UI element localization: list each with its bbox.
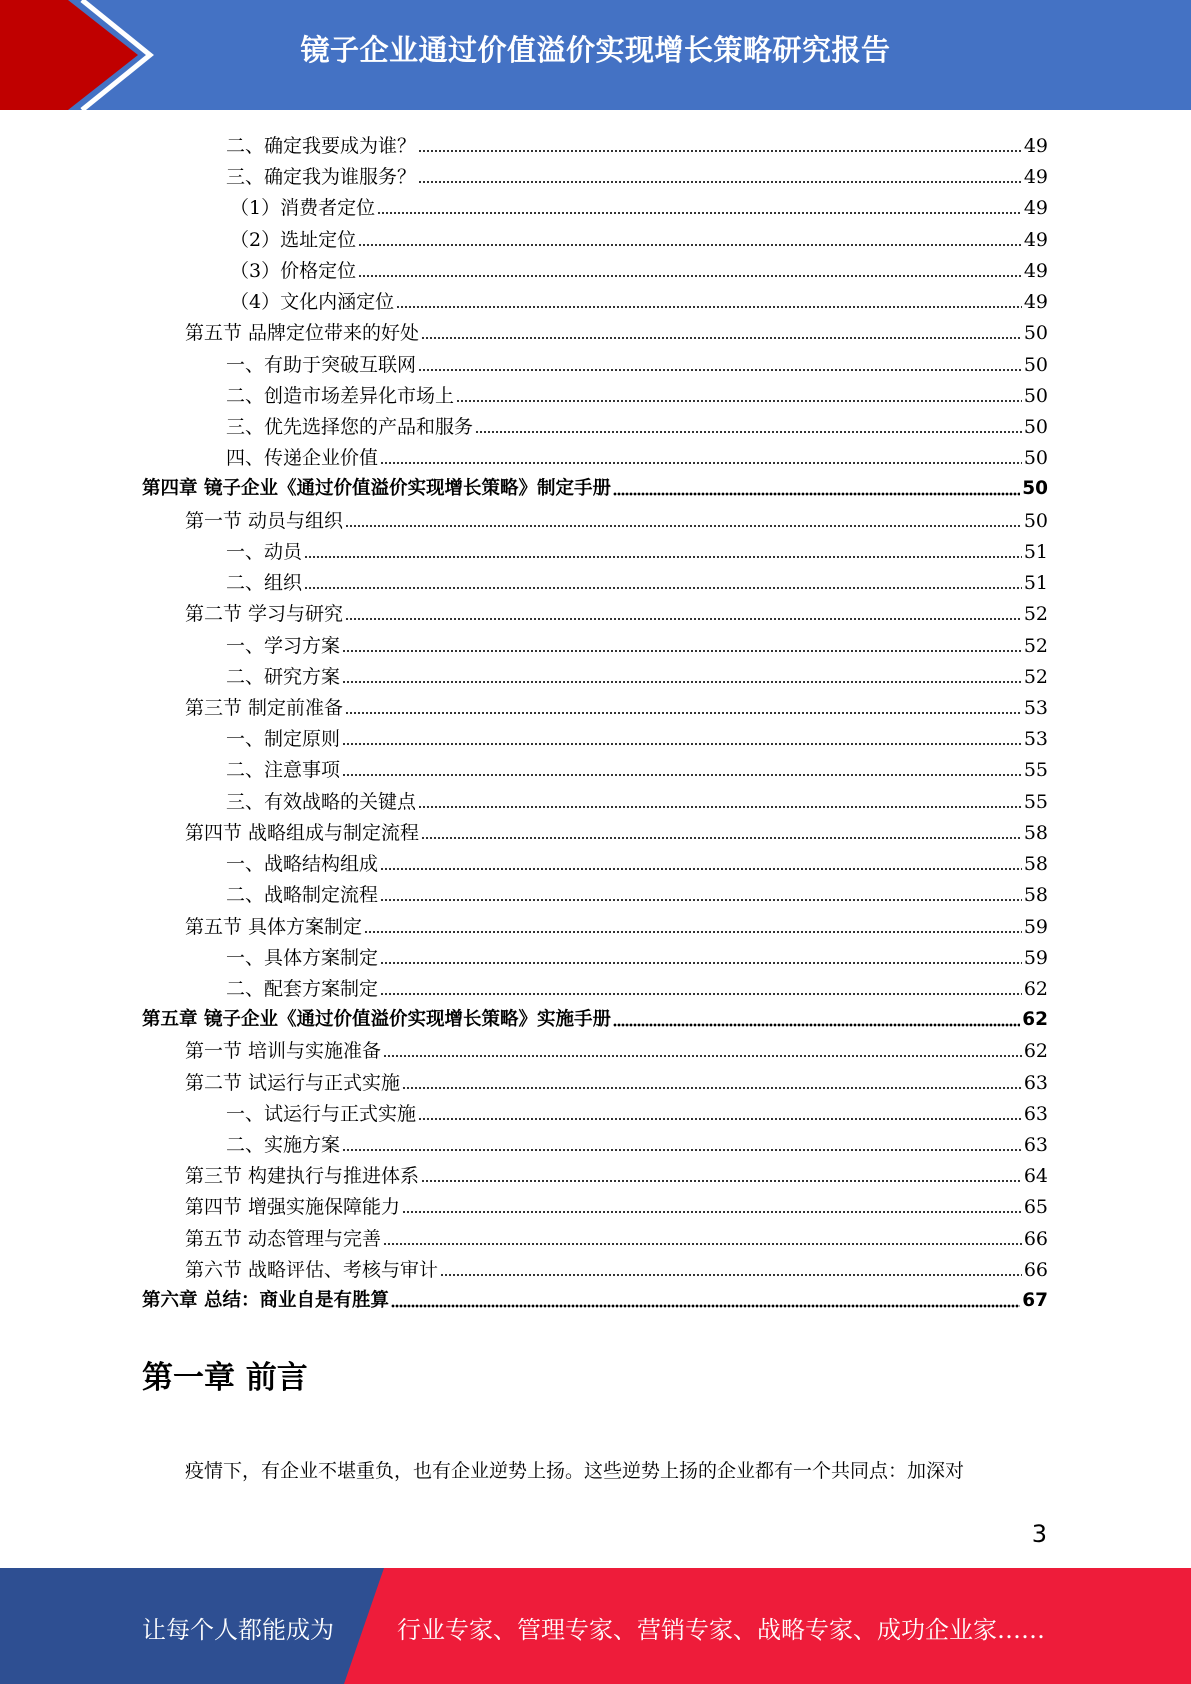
toc-entry-page: 66 xyxy=(1023,1258,1048,1281)
toc-entry-page: 50 xyxy=(1023,384,1048,407)
toc-entry[interactable] xyxy=(226,533,1048,564)
toc-entry[interactable] xyxy=(226,783,1048,814)
toc-entry[interactable] xyxy=(226,1095,1048,1126)
toc-leader-dots xyxy=(377,210,1022,216)
toc-leader-dots xyxy=(421,1178,1022,1184)
toc-entry[interactable] xyxy=(226,876,1048,907)
toc-entry-page: 55 xyxy=(1023,759,1048,782)
toc-leader-dots xyxy=(418,804,1022,810)
toc-entry-page: 66 xyxy=(1023,1227,1048,1250)
footer-slogan-left: 让每个人都能成为 xyxy=(142,1616,334,1644)
toc-leader-dots xyxy=(613,1022,1020,1028)
toc-leader-dots xyxy=(380,460,1022,466)
toc-leader-dots xyxy=(345,710,1022,716)
toc-entry[interactable] xyxy=(185,502,1048,533)
toc-entry-title: 第四节 战略组成与制定流程 xyxy=(185,821,420,844)
footer-slogan-right: 行业专家、管理专家、营销专家、战略专家、成功企业家…… xyxy=(397,1616,1045,1644)
toc-entry-title: 二、战略制定流程 xyxy=(226,884,379,907)
toc-entry-title: （1）消费者定位 xyxy=(230,197,376,220)
toc-entry-page: 50 xyxy=(1023,509,1048,532)
toc-entry-page: 58 xyxy=(1023,853,1048,876)
toc-entry-title: （2）选址定位 xyxy=(230,228,357,251)
toc-entry-title: 第四节 增强实施保障能力 xyxy=(185,1196,401,1219)
toc-entry-title: 一、战略结构组成 xyxy=(226,853,379,876)
toc-leader-dots xyxy=(383,1241,1022,1247)
toc-entry-page: 50 xyxy=(1023,322,1048,345)
toc-leader-dots xyxy=(380,897,1022,903)
toc-entry-page: 62 xyxy=(1022,1009,1048,1031)
toc-leader-dots xyxy=(364,929,1022,935)
toc-entry-title: （4）文化内涵定位 xyxy=(230,291,395,314)
toc-entry-title: 四、传递企业价值 xyxy=(226,447,379,470)
toc-entry-title: 第一节 培训与实施准备 xyxy=(185,1040,382,1063)
toc-entry-page: 65 xyxy=(1023,1196,1048,1219)
toc-entry-title: 第四章 镜子企业《通过价值溢价实现增长策略》制定手册 xyxy=(142,478,611,500)
toc-entry[interactable] xyxy=(185,814,1048,845)
toc-leader-dots xyxy=(421,835,1022,841)
toc-entry[interactable] xyxy=(226,1126,1048,1157)
toc-leader-dots xyxy=(391,1303,1020,1309)
toc-entry[interactable] xyxy=(226,564,1048,595)
toc-leader-dots xyxy=(421,335,1022,341)
toc-entry[interactable] xyxy=(142,1282,1048,1313)
toc-leader-dots xyxy=(342,679,1022,685)
toc-entry-page: 50 xyxy=(1023,447,1048,470)
toc-entry-title: 二、创造市场差异化市场上 xyxy=(226,384,455,407)
toc-entry[interactable] xyxy=(230,283,1048,314)
toc-entry-title: 三、优先选择您的产品和服务 xyxy=(226,415,474,438)
toc-entry-title: 一、具体方案制定 xyxy=(226,946,379,969)
toc-entry-page: 62 xyxy=(1023,977,1048,1000)
toc-leader-dots xyxy=(396,304,1022,310)
toc-entry-page: 53 xyxy=(1023,696,1048,719)
toc-leader-dots xyxy=(342,648,1022,654)
toc-entry-title: 第五章 镜子企业《通过价值溢价实现增长策略》实施手册 xyxy=(142,1009,611,1031)
toc-leader-dots xyxy=(418,1116,1022,1122)
toc-entry[interactable] xyxy=(226,158,1048,189)
toc-leader-dots xyxy=(358,242,1022,248)
toc-entry[interactable] xyxy=(185,1220,1048,1251)
toc-entry-title: 二、研究方案 xyxy=(226,665,341,688)
toc-leader-dots xyxy=(456,398,1022,404)
toc-entry-title: 第三节 制定前准备 xyxy=(185,696,344,719)
toc-leader-dots xyxy=(304,554,1022,560)
toc-entry[interactable] xyxy=(226,845,1048,876)
toc-entry-page: 58 xyxy=(1023,884,1048,907)
toc-entry[interactable] xyxy=(226,127,1048,158)
toc-entry-title: 二、实施方案 xyxy=(226,1134,341,1157)
toc-entry-title: 第六节 战略评估、考核与审计 xyxy=(185,1258,439,1281)
toc-entry[interactable] xyxy=(185,1032,1048,1063)
toc-entry-page: 59 xyxy=(1023,915,1048,938)
toc-entry-page: 63 xyxy=(1023,1102,1048,1125)
toc-entry-title: 二、注意事项 xyxy=(226,759,341,782)
page-footer xyxy=(0,1568,1191,1684)
toc-leader-dots xyxy=(342,741,1022,747)
toc-entry-title: 二、确定我要成为谁？ xyxy=(226,135,417,157)
toc-entry-page: 49 xyxy=(1023,197,1048,220)
toc-entry-title: 第五节 动态管理与完善 xyxy=(185,1227,382,1250)
page-header xyxy=(0,0,1191,110)
toc-entry-page: 59 xyxy=(1023,946,1048,969)
toc-entry[interactable] xyxy=(226,720,1048,751)
toc-entry-title: 一、学习方案 xyxy=(226,634,341,657)
toc-entry[interactable] xyxy=(185,1064,1048,1095)
toc-leader-dots xyxy=(418,148,1022,154)
toc-entry-title: 三、有效战略的关键点 xyxy=(226,790,417,813)
toc-entry-title: （3）价格定位 xyxy=(230,259,357,282)
toc-entry-title: 第六章 总结：商业自是有胜算 xyxy=(142,1290,389,1312)
toc-entry-page: 63 xyxy=(1023,1071,1048,1094)
toc-entry[interactable] xyxy=(226,377,1048,408)
toc-leader-dots xyxy=(440,1272,1022,1278)
toc-leader-dots xyxy=(345,523,1022,529)
toc-entry-title: 二、组织 xyxy=(226,572,303,595)
toc-entry[interactable] xyxy=(226,408,1048,439)
toc-entry[interactable] xyxy=(230,252,1048,283)
toc-entry-page: 63 xyxy=(1023,1134,1048,1157)
toc-entry[interactable] xyxy=(226,658,1048,689)
toc-entry[interactable] xyxy=(142,470,1048,501)
toc-entry-page: 49 xyxy=(1023,291,1048,314)
toc-entry-page: 58 xyxy=(1023,821,1048,844)
toc-entry-page: 67 xyxy=(1022,1290,1048,1312)
toc-entry-title: 第二节 学习与研究 xyxy=(185,603,344,626)
toc-entry[interactable] xyxy=(185,314,1048,345)
toc-entry-title: 第五节 品牌定位带来的好处 xyxy=(185,322,420,345)
toc-entry-page: 53 xyxy=(1023,728,1048,751)
toc-entry-page: 51 xyxy=(1023,572,1048,595)
toc-entry-page: 50 xyxy=(1023,415,1048,438)
toc-entry-title: 第一节 动员与组织 xyxy=(185,509,344,532)
toc-leader-dots xyxy=(418,367,1022,373)
toc-entry-title: 第二节 试运行与正式实施 xyxy=(185,1071,401,1094)
toc-entry-title: 第五节 具体方案制定 xyxy=(185,915,363,938)
chapter-heading: 第一章 前言 xyxy=(142,1360,308,1396)
toc-entry[interactable] xyxy=(230,189,1048,220)
toc-leader-dots xyxy=(402,1209,1022,1215)
toc-leader-dots xyxy=(345,616,1022,622)
toc-leader-dots xyxy=(358,273,1022,279)
toc-leader-dots xyxy=(475,429,1022,435)
toc-entry-title: 一、动员 xyxy=(226,540,303,563)
toc-entry[interactable] xyxy=(230,221,1048,252)
toc-entry[interactable] xyxy=(226,627,1048,658)
toc-leader-dots xyxy=(613,491,1020,497)
toc-entry[interactable] xyxy=(185,908,1048,939)
toc-leader-dots xyxy=(380,991,1022,997)
toc-entry-page: 50 xyxy=(1023,353,1048,376)
toc-leader-dots xyxy=(402,1085,1022,1091)
toc-leader-dots xyxy=(342,772,1022,778)
toc-entry[interactable] xyxy=(185,1251,1048,1282)
toc-entry-title: 一、制定原则 xyxy=(226,728,341,751)
toc-leader-dots xyxy=(383,1053,1022,1059)
toc-entry-page: 51 xyxy=(1023,540,1048,563)
toc-entry-title: 二、配套方案制定 xyxy=(226,977,379,1000)
toc-entry-page: 49 xyxy=(1023,135,1048,157)
toc-entry[interactable] xyxy=(226,939,1048,970)
toc-entry-page: 49 xyxy=(1023,166,1048,189)
toc-entry-page: 52 xyxy=(1023,634,1048,657)
toc-entry-page: 52 xyxy=(1023,603,1048,626)
toc-entry[interactable] xyxy=(185,1188,1048,1219)
toc-entry-title: 一、有助于突破互联网 xyxy=(226,353,417,376)
toc-entry-page: 49 xyxy=(1023,259,1048,282)
toc-leader-dots xyxy=(380,866,1022,872)
toc-entry[interactable] xyxy=(185,1157,1048,1188)
toc-entry[interactable] xyxy=(185,595,1048,626)
toc-leader-dots xyxy=(342,1147,1022,1153)
toc-entry-title: 三、确定我为谁服务？ xyxy=(226,166,417,189)
toc-leader-dots xyxy=(380,960,1022,966)
page-number: 3 xyxy=(1031,1520,1047,1548)
toc-entry-page: 50 xyxy=(1022,478,1048,500)
toc-entry[interactable] xyxy=(226,346,1048,377)
toc-entry-title: 一、试运行与正式实施 xyxy=(226,1102,417,1125)
body-paragraph: 疫情下，有企业不堪重负，也有企业逆势上扬。这些逆势上扬的企业都有一个共同点：加深对 xyxy=(185,1460,965,1482)
toc-entry[interactable] xyxy=(142,1001,1048,1032)
toc-leader-dots xyxy=(304,585,1022,591)
toc-entry-page: 62 xyxy=(1023,1040,1048,1063)
toc-entry[interactable] xyxy=(226,751,1048,782)
toc-entry-page: 52 xyxy=(1023,665,1048,688)
toc-entry[interactable] xyxy=(185,689,1048,720)
toc-leader-dots xyxy=(418,179,1022,185)
report-title: 镜子企业通过价值溢价实现增长策略研究报告 xyxy=(300,33,891,67)
toc-entry-title: 第三节 构建执行与推进体系 xyxy=(185,1165,420,1188)
toc-entry-page: 49 xyxy=(1023,228,1048,251)
toc-entry-page: 55 xyxy=(1023,790,1048,813)
toc-entry[interactable] xyxy=(226,439,1048,470)
toc-entry-page: 64 xyxy=(1023,1165,1048,1188)
toc-entry[interactable] xyxy=(226,970,1048,1001)
